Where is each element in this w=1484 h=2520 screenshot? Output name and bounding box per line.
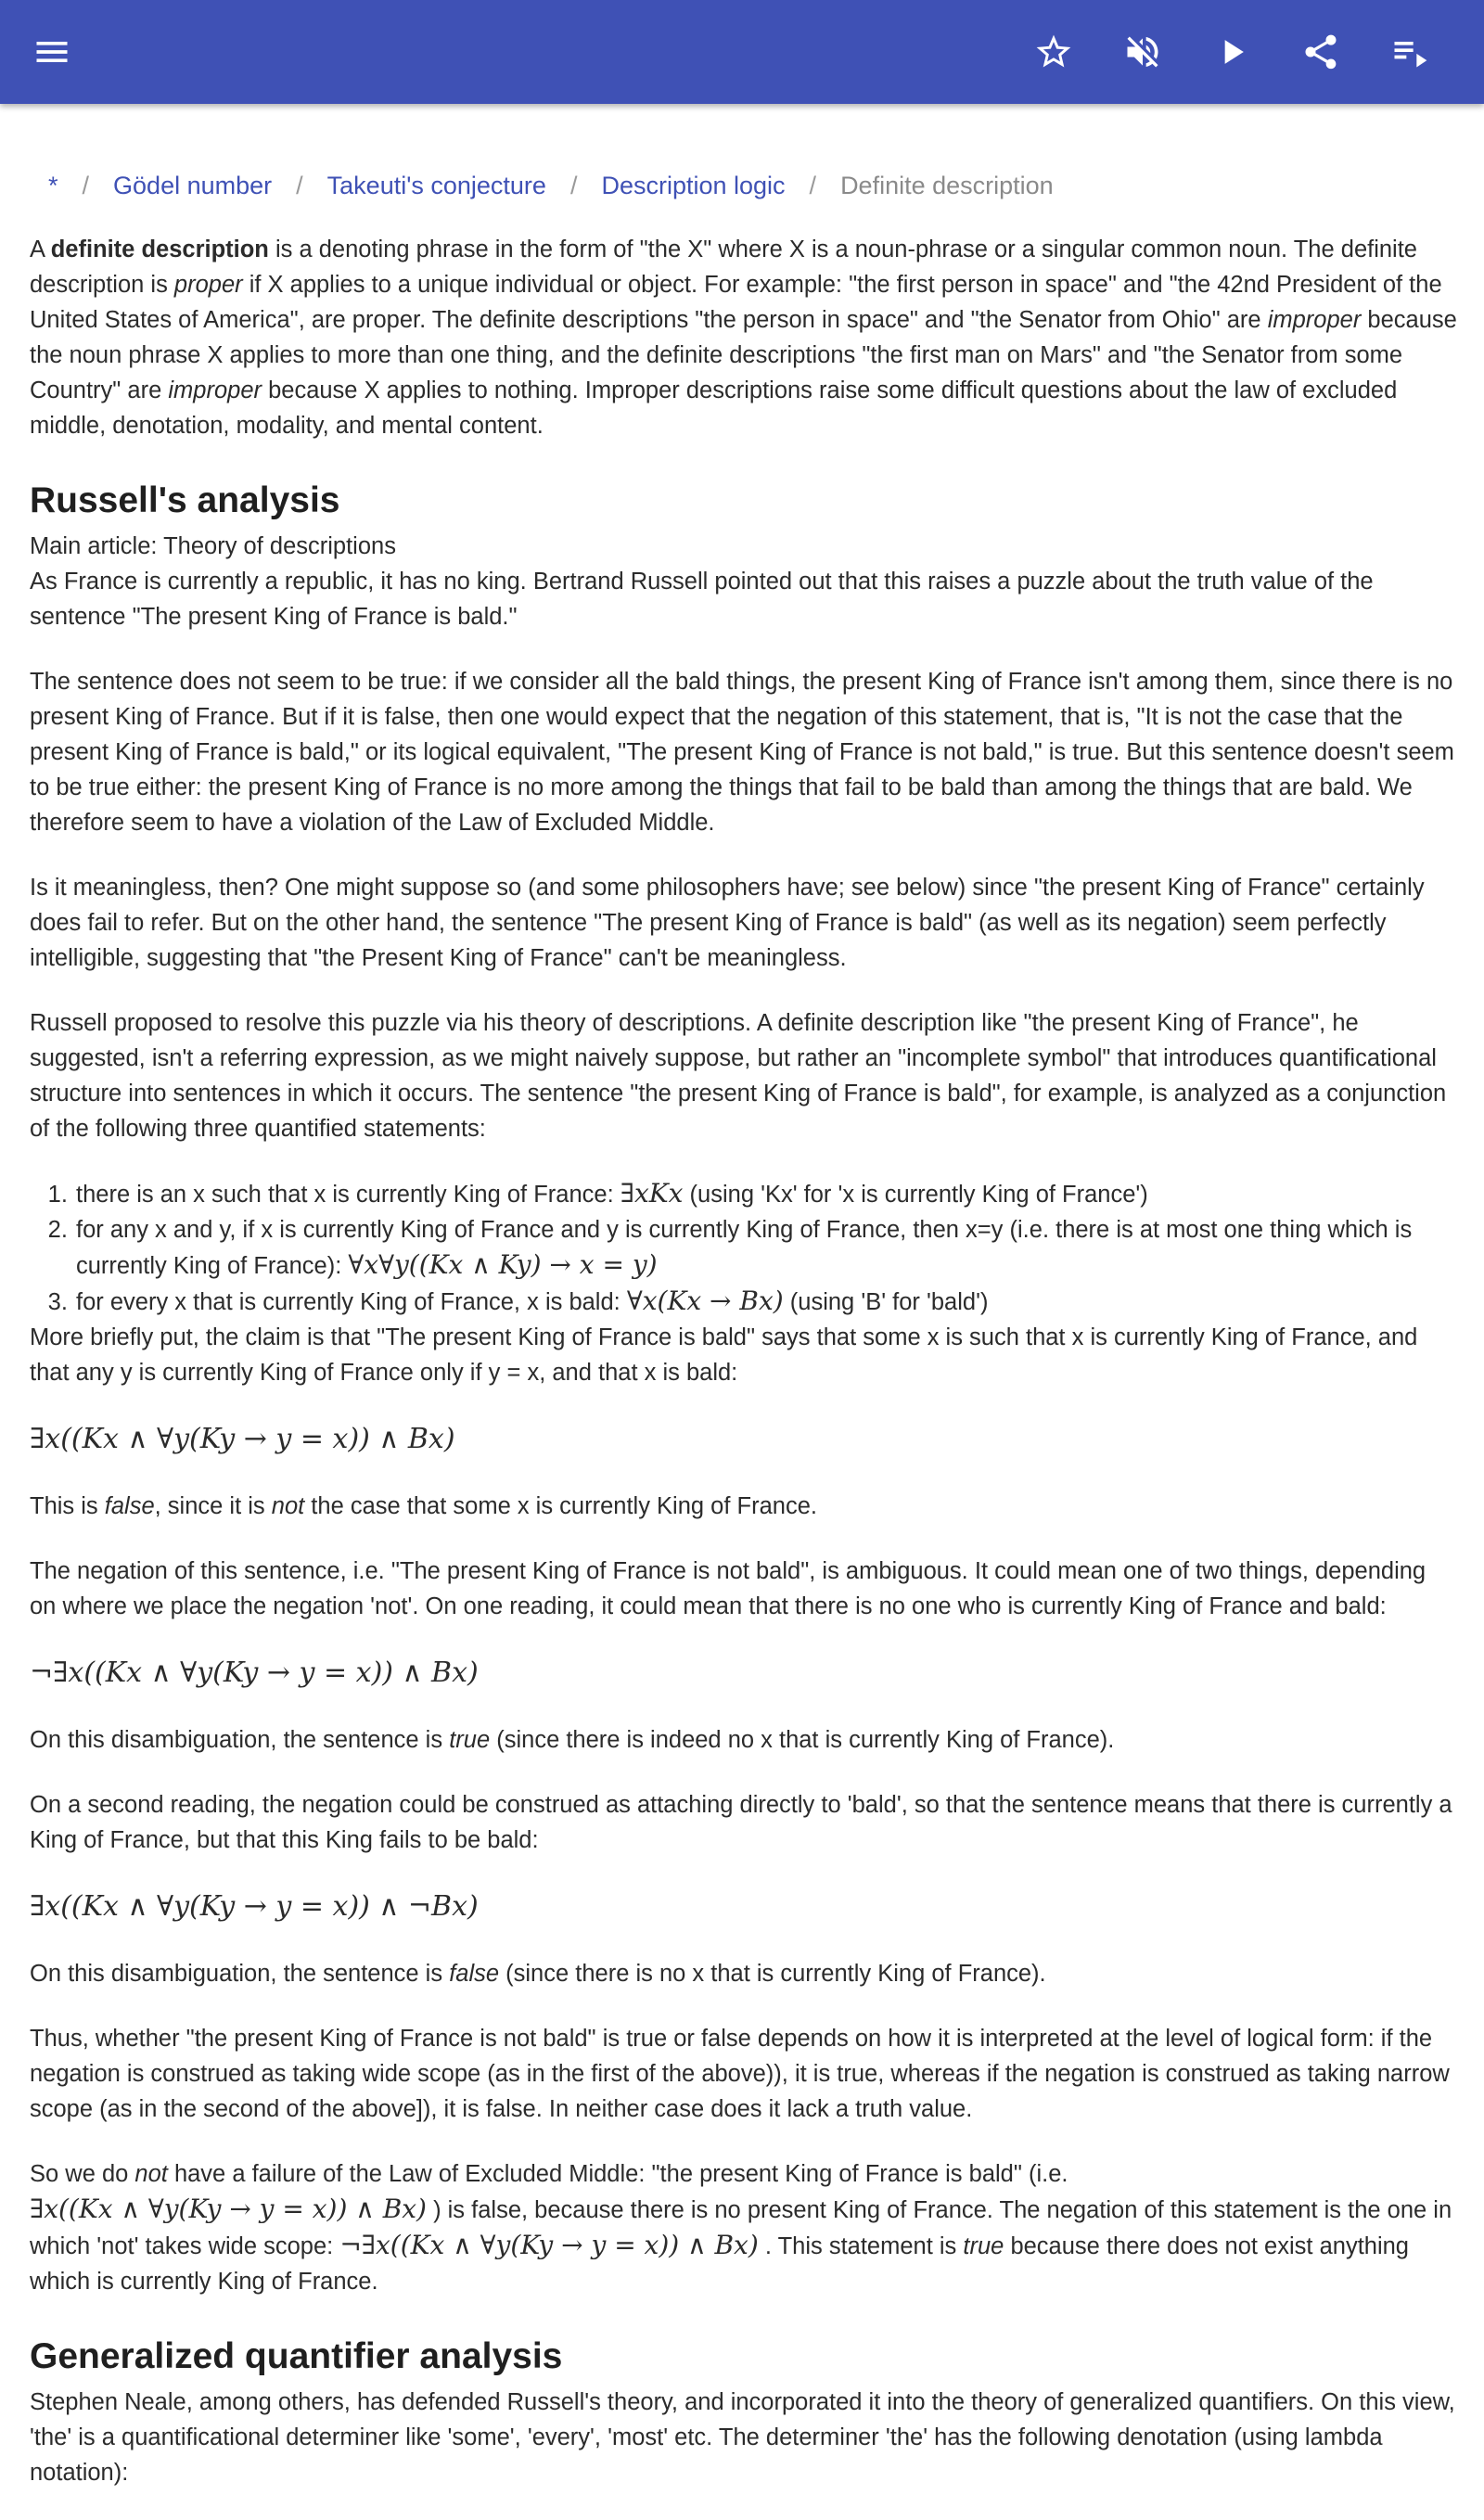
italic-term: improper (1267, 307, 1362, 333)
italic-term: true (963, 2233, 1004, 2259)
text: A (30, 237, 51, 262)
mute-icon (1122, 32, 1163, 72)
breadcrumb-description-logic[interactable]: Description logic (601, 171, 786, 199)
math-formula: ¬∃x((Kx ∧ ∀y(Ky → y = x)) ∧ Bx) (339, 2230, 759, 2260)
breadcrumb-godel-number[interactable]: Gödel number (113, 171, 273, 199)
star-icon (1033, 32, 1074, 72)
text: there is an x such that x is currently King of France: (76, 1182, 620, 1208)
text: have a failure of the Law of Excluded Middle: "the present King of France is bald" (i.e. (167, 2161, 1068, 2187)
breadcrumb-separator: / (569, 171, 578, 199)
paragraph (30, 1489, 1458, 1524)
menu-button[interactable] (26, 26, 78, 78)
text: for every x that is currently King of France, x is bald: (76, 1289, 627, 1315)
text: because X applies to nothing. Improper descriptions raise some difficult questions about the law of excluded middle, denotation, modality, and mental content. (30, 377, 1398, 439)
italic-term: not (134, 2161, 168, 2187)
paragraph: The negation of this sentence, i.e. "The present King of France is not bald", is ambiguous. It could mean one of two things, depending on where we place the negation 'not'. On one reading, it could mean that there is no one who is currently King of France and bald: (30, 1558, 1426, 1619)
bold-term: definite description (50, 237, 269, 262)
text: because there does not exist anything which is currently King of France. (30, 2233, 1409, 2295)
math-formula: ∃xKx (620, 1178, 684, 1209)
breadcrumb-separator: / (296, 171, 303, 199)
math-formula: ∀x∀y((Kx ∧ Ky) → x = y) (348, 1249, 658, 1280)
italic-term: not (271, 1493, 305, 1519)
paragraph: The sentence does not seem to be true: if we consider all the bald things, the present King of France isn't among them, since there is no present King of France. But if it is false, then one would expect that the negation of this statement, that is, "It is not the case that the present King of France is bald," or its logical equivalent, "The present King of France is not bald," is true. But this sentence doesn't seem to be true either: the present King of France is no more among the things that fail to be bald than among the things that are bald. We therefore seem to have a violation of the Law of Excluded Middle. (30, 669, 1454, 836)
share-button[interactable] (1295, 26, 1347, 78)
text: On this disambiguation, the sentence is (30, 1727, 450, 1753)
text: (using 'B' for 'bald') (783, 1289, 989, 1315)
section-heading-russell: Russell's analysis (30, 480, 340, 520)
breadcrumb-home[interactable]: * (48, 171, 58, 199)
main-article-note: Main article: Theory of descriptions (30, 533, 396, 559)
text: This is (30, 1493, 105, 1519)
text: for any x and y, if x is currently King of France and y is currently King of France, then x=y (i.e. there is at most one thing which is currently King of France): (76, 1217, 1413, 1279)
paragraph: On a second reading, the negation could be construed as attaching directly to 'bald', so that the sentence means that there is currently a King of France, but that this King fails to be bald: (30, 1792, 1452, 1853)
list-item (74, 1176, 1458, 1212)
list-item (74, 1284, 1458, 1320)
paragraph: Is it meaningless, then? One might suppose so (and some philosophers have; see below) since "the present King of France" certainly does fail to refer. But on the other hand, the sentence "The present King of France is bald" (as well as its negation) seem perfectly intelligible, suggesting that "the Present King of France" can't be meaningless. (30, 875, 1425, 971)
text: (since there is no x that is currently King of France). (499, 1961, 1046, 1987)
mute-button[interactable] (1117, 26, 1169, 78)
paragraph: Thus, whether "the present King of France is not bald" is true or false depends on how it is interpreted at the level of logical form: if the negation is construed as taking wide scope (as in the first of the above)), it is true, whereas if the negation is construed as taking narrow scope (as in the second of the above]), it is false. In neither case does it lack a truth value. (30, 2026, 1450, 2122)
playlist-button[interactable] (1384, 26, 1436, 78)
math-formula: ∃x((Kx ∧ ∀y(Ky → y = x)) ∧ Bx) (30, 1423, 455, 1455)
paragraph: More briefly put, the claim is that "The present King of France is bald" says that some x is such that x is currently King of France, and that any y is currently King of France only if y = x, and that x is bald: (30, 1324, 1418, 1386)
paragraph (30, 1956, 1458, 1991)
menu-icon (32, 32, 72, 72)
article-content (30, 232, 1458, 2520)
favorite-button[interactable] (1028, 26, 1080, 78)
breadcrumb-separator: / (809, 171, 817, 199)
paragraph: Stephen Neale, among others, has defended Russell's theory, and incorporated it into the theory of generalized quantifiers. On this view, 'the' is a quantificational determiner like 'some', 'every', 'most' etc. The determiner 'the' has the following denotation (using lambda notation): (30, 2389, 1455, 2486)
playlist-icon (1389, 32, 1430, 72)
section-heading-generalized-quantifier: Generalized quantifier analysis (30, 2336, 563, 2376)
play-button[interactable] (1206, 26, 1258, 78)
paragraph: Russell proposed to resolve this puzzle via his theory of descriptions. A definite description like "the present King of France", he suggested, isn't a referring expression, as we might naively suppose, but rather an "incomplete symbol" that introduces quantificational structure into sentences in which it occurs. The sentence "the present King of France is bald", for example, is analyzed as a conjunction of the following three quantified statements: (30, 1010, 1447, 1142)
math-formula: ∃x((Kx ∧ ∀y(Ky → y = x)) ∧ ¬Bx) (30, 1890, 479, 1923)
text: , since it is (154, 1493, 272, 1519)
math-formula: ∀x(Kx → Bx) (626, 1286, 784, 1316)
quantified-statements-list (30, 1176, 1458, 1320)
italic-term: false (104, 1493, 155, 1519)
text: is a denoting phrase in the form of "the X" where X is a noun-phrase or a singular common noun. The definite description is (30, 237, 1417, 298)
math-formula: ¬∃x((Kx ∧ ∀y(Ky → y = x)) ∧ Bx) (30, 1657, 479, 1689)
text: if X applies to a unique individual or object. For example: "the first person in space" and "the 42nd President of the United States of America", are proper. The definite descriptions "the person in space" and "the Senator from Ohio" are (30, 272, 1442, 333)
text: the case that some x is currently King of France. (304, 1493, 817, 1519)
text: On this disambiguation, the sentence is (30, 1961, 450, 1987)
text: ) is false, because there is no present King of France. The negation of this statement is the one in which 'not' takes wide scope: (30, 2197, 1452, 2259)
italic-term: proper (173, 272, 243, 298)
italic-term: true (449, 1727, 491, 1753)
text: (using 'Kx' for 'x is currently King of France') (683, 1182, 1148, 1208)
play-icon (1211, 32, 1252, 72)
breadcrumb-separator: / (82, 171, 90, 199)
text: because the noun phrase X applies to more than one thing, and the definite descriptions "the first man on Mars" and "the Senator from some Country" are (30, 307, 1457, 403)
intro-paragraph (30, 232, 1458, 443)
breadcrumb-takeuti-conjecture[interactable]: Takeuti's conjecture (326, 171, 546, 199)
text: So we do (30, 2161, 135, 2187)
share-icon (1300, 32, 1341, 72)
paragraph (30, 1722, 1458, 1758)
italic-term: false (449, 1961, 500, 1987)
paragraph (30, 2156, 1458, 2299)
list-item (74, 1212, 1458, 1284)
breadcrumb-current: Definite description (840, 171, 1054, 199)
breadcrumb (48, 167, 1054, 204)
math-formula: ∃x((Kx ∧ ∀y(Ky → y = x)) ∧ Bx) (30, 2194, 427, 2224)
app-bar (0, 0, 1484, 104)
text: (since there is indeed no x that is currently King of France). (490, 1727, 1115, 1753)
italic-term: improper (168, 377, 262, 403)
text: . This statement is (758, 2233, 964, 2259)
paragraph: As France is currently a republic, it has no king. Bertrand Russell pointed out that this raises a puzzle about the truth value of the sentence "The present King of France is bald." (30, 569, 1374, 630)
